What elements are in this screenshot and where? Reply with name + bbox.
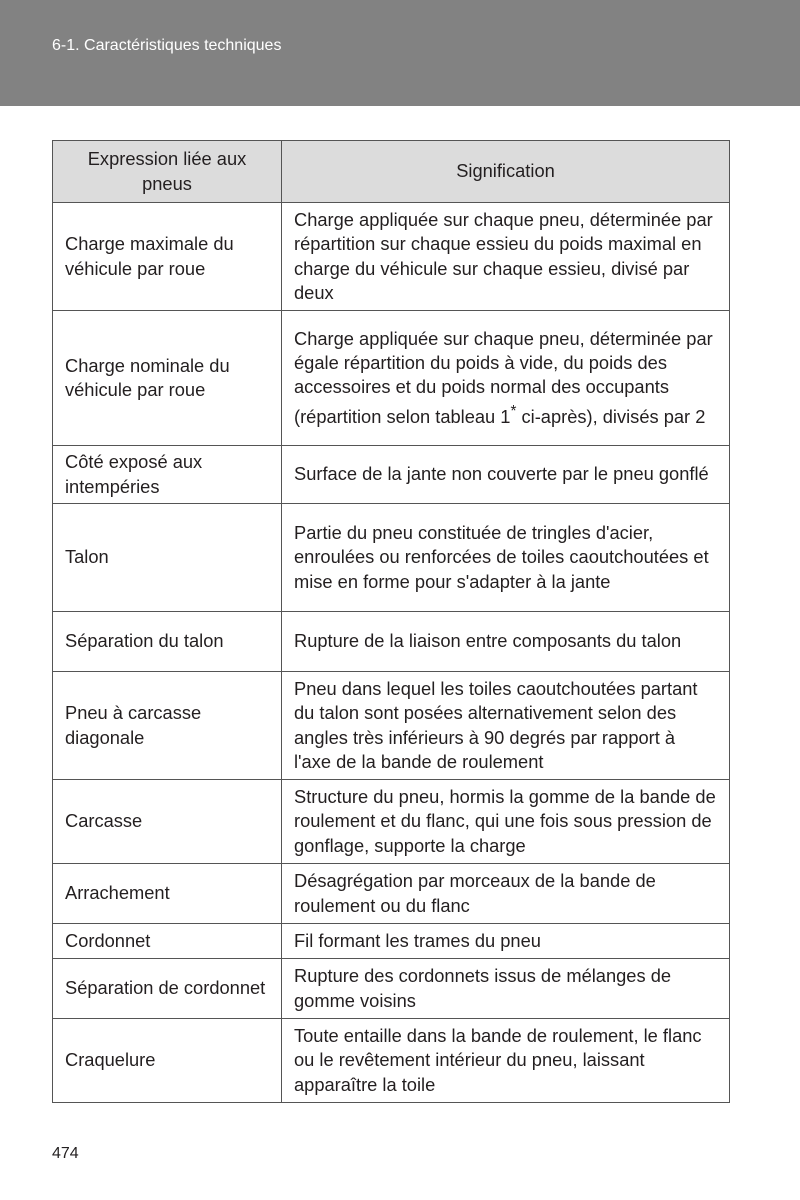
table-row: [53, 864, 730, 924]
table-row: [53, 311, 730, 446]
table-row: [53, 959, 730, 1019]
term-cell: Charge maximale du véhicule par roue: [53, 203, 282, 311]
term-cell: Charge nominale du véhicule par roue: [53, 311, 282, 446]
meaning-cell: Pneu dans lequel les toiles caoutchoutées partant du talon sont posées alternativement selon des angles très inférieurs à 90 degrés par rapport à l'axe de la bande de roulement: [282, 672, 730, 780]
table-row: [53, 672, 730, 780]
meaning-text-continued: ci-après), divisés par 2: [516, 405, 706, 427]
meaning-text: Charge appliquée sur chaque pneu, déterminée par égale répartition du poids à vide, du poids des accessoires et du poids normal des occupants (répartition selon tableau 1: [294, 327, 713, 427]
table-row: [53, 612, 730, 672]
footnote-marker: *: [510, 402, 517, 420]
section-title: 6-1. Caractéristiques techniques: [52, 37, 282, 54]
meaning-cell: Rupture de la liaison entre composants du talon: [282, 612, 730, 672]
table-row: [53, 203, 730, 311]
page-number: 474: [52, 1145, 79, 1162]
meaning-cell: Désagrégation par morceaux de la bande de roulement ou du flanc: [282, 864, 730, 924]
term-cell: Séparation du talon: [53, 612, 282, 672]
table-row: [53, 780, 730, 864]
table-row: [53, 1019, 730, 1103]
term-cell: Talon: [53, 504, 282, 612]
table-row: [53, 504, 730, 612]
table-header-row: [53, 141, 730, 203]
term-cell: Pneu à carcasse diagonale: [53, 672, 282, 780]
meaning-cell: Toute entaille dans la bande de roulement, le flanc ou le revêtement intérieur du pneu, laissant apparaître la toile: [282, 1019, 730, 1103]
meaning-cell: [282, 311, 730, 446]
meaning-cell: Structure du pneu, hormis la gomme de la bande de roulement et du flanc, qui une fois sous pression de gonflage, supporte la charge: [282, 780, 730, 864]
meaning-cell: Charge appliquée sur chaque pneu, déterminée par répartition sur chaque essieu du poids maximal en charge du véhicule sur chaque essieu, divisé par deux: [282, 203, 730, 311]
table-row: [53, 446, 730, 504]
chapter-header: [0, 0, 800, 106]
tire-terms-table: [52, 140, 730, 1103]
term-cell: Carcasse: [53, 780, 282, 864]
term-cell: Cordonnet: [53, 924, 282, 959]
meaning-cell: Partie du pneu constituée de tringles d'acier, enroulées ou renforcées de toiles caoutchoutées et mise en forme pour s'adapter à la jante: [282, 504, 730, 612]
term-cell: Côté exposé aux intempéries: [53, 446, 282, 504]
column-header-term: Expression liée aux pneus: [53, 141, 282, 203]
column-header-meaning: Signification: [282, 141, 730, 203]
term-cell: Craquelure: [53, 1019, 282, 1103]
term-cell: Séparation de cordonnet: [53, 959, 282, 1019]
meaning-cell: Surface de la jante non couverte par le pneu gonflé: [282, 446, 730, 504]
meaning-cell: Rupture des cordonnets issus de mélanges de gomme voisins: [282, 959, 730, 1019]
meaning-cell: Fil formant les trames du pneu: [282, 924, 730, 959]
term-cell: Arrachement: [53, 864, 282, 924]
table-row: [53, 924, 730, 959]
